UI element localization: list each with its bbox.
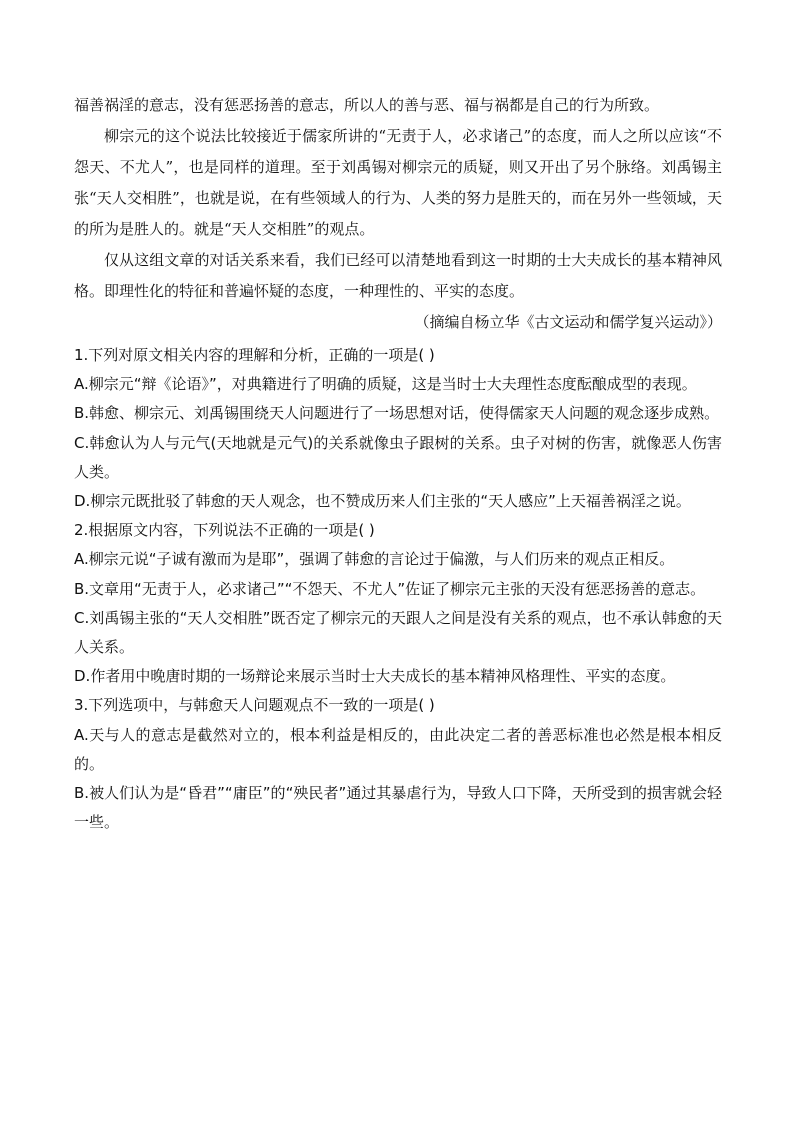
option-b: B.韩愈、柳宗元、刘禹锡围绕天人问题进行了一场思想对话，使得儒家天人问题的观念逐步成熟。: [74, 404, 720, 423]
question-stem: 1.下列对原文相关内容的理解和分析，正确的一项是( ): [74, 346, 435, 364]
option-d: D.作者用中晚唐时期的一场辩论来展示当时士大夫成长的基本精神风格理性、平实的态度。: [74, 667, 676, 686]
option-c: C.韩愈认为人与元气(天地就是元气)的关系就像虫子跟树的关系。虫子对树的伤害，就像恶人伤害人类。: [74, 433, 722, 481]
option-a: A.天与人的意志是截然对立的，根本利益是相反的，由此决定二者的善恶标准也必然是根本相反的。: [74, 725, 722, 773]
option-a: A.柳宗元“辩《论语》”，对典籍进行了明确的质疑，这是当时士大夫理性态度酝酿成型的表现。: [74, 375, 697, 394]
option-a: A.柳宗元说“子诚有激而为是耶”，强调了韩愈的言论过于偏激，与人们历来的观点正相反。: [74, 550, 675, 569]
question-list: [74, 341, 722, 837]
question-1: [74, 341, 722, 516]
question-2: [74, 516, 722, 691]
passage-paragraph: 仅从这组文章的对话关系来看，我们已经可以清楚地看到这一时期的士大夫成长的基本精神风格。即理性化的特征和普遍怀疑的态度，一种理性的、平实的态度。: [74, 251, 722, 300]
question-3: [74, 691, 722, 837]
source-citation: （摘编自杨立华《古文运动和儒学复兴运动》）: [414, 313, 722, 331]
option-d: D.柳宗元既批驳了韩愈的天人观念，也不赞成历来人们主张的“天人感应”上天福善祸淫之说。: [74, 492, 691, 511]
question-stem: 3.下列选项中，与韩愈天人问题观点不一致的一项是( ): [74, 696, 435, 715]
option-b: B.被人们认为是“昏君”“庸臣”的“殃民者”通过其暴虐行为，导致人口下降，天所受到的损害就会轻一些。: [74, 784, 722, 832]
option-b: B.文章用“无责于人，必求诸己”“不怨天、不尤人”佐证了柳宗元主张的天没有惩恶扬善的意志。: [74, 579, 706, 598]
question-stem: 2.根据原文内容，下列说法不正确的一项是( ): [74, 521, 375, 540]
passage-paragraph: 柳宗元的这个说法比较接近于儒家所讲的“无责于人，必求诸己”的态度，而人之所以应该“不怨天、不尤人”，也是同样的道理。至于刘禹锡对柳宗元的质疑，则又开出了另个脉络。刘禹锡主张“天人交相胜”，也就是说，在有些领域人的行为、人类的努力是胜天的，而在另外一些领域，天的所为是胜人的。就是“天人交相胜”的观点。: [74, 127, 722, 238]
option-c: C.刘禹锡主张的“天人交相胜”既否定了柳宗元的天跟人之间是没有关系的观点，也不承认韩愈的天人关系。: [74, 608, 722, 657]
reading-passage: [74, 90, 722, 338]
passage-paragraph: 福善祸淫的意志，没有惩恶扬善的意志，所以人的善与恶、福与祸都是自己的行为所致。: [74, 96, 660, 114]
